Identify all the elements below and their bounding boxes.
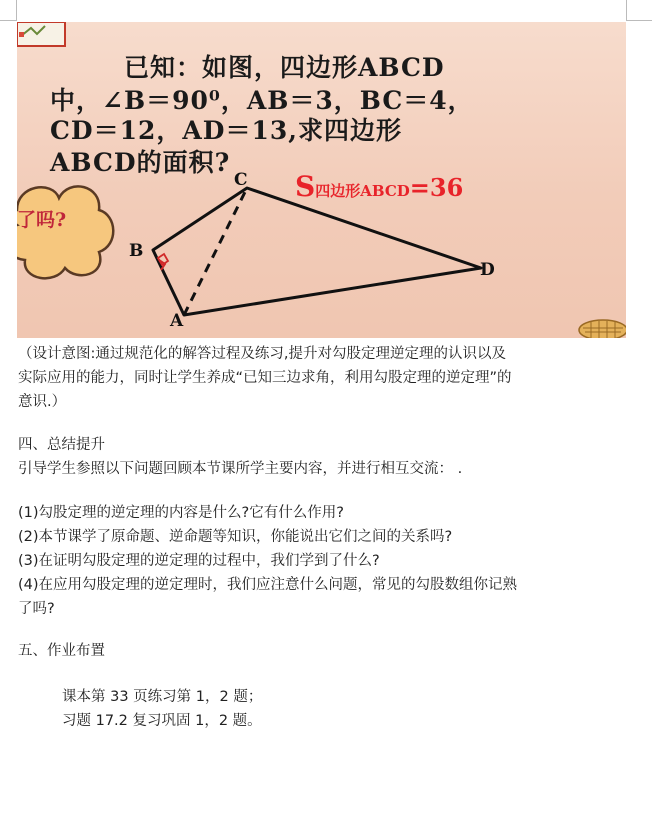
design-intent-line-1: （设计意图:通过规范化的解答过程及练习,提升对勾股定理逆定理的认识以及 — [18, 346, 506, 362]
homework-item-1: 课本第 33 页练习第 1，2 题； — [62, 689, 263, 705]
design-intent-line-3: 意识.） — [18, 394, 67, 410]
cloud-text: 了吗? — [17, 209, 67, 231]
quadrilateral-diagram — [17, 22, 626, 338]
design-intent — [18, 342, 633, 414]
vertex-label-a: A — [170, 311, 184, 331]
crop-mark-right — [626, 0, 627, 20]
problem-line-4: ABCD的面积? — [50, 148, 231, 177]
area-subscript: 四边形ABCD — [315, 182, 410, 200]
section-homework-heading: 五、作业布置 — [18, 643, 105, 659]
homework-items — [62, 685, 622, 733]
summary-questions — [18, 501, 633, 621]
vertex-label-c: C — [234, 170, 248, 190]
question-3: (3)在证明勾股定理的逆定理的过程中，我们学到了什么? — [18, 553, 380, 569]
homework-item-2: 习题 17.2 复习巩固 1，2 题。 — [62, 713, 262, 729]
question-4: (4)在应用勾股定理的逆定理时，我们应注意什么问题，常见的勾股数组你记熟 — [18, 577, 518, 593]
question-1: (1)勾股定理的逆定理的内容是什么?它有什么作用? — [18, 505, 344, 521]
area-value: =36 — [409, 173, 464, 202]
design-intent-line-2: 实际应用的能力，同时让学生养成“已知三边求角，利用勾股定理的逆定理”的 — [18, 370, 512, 386]
vertex-label-d: D — [480, 260, 495, 280]
question-4-cont: 了吗? — [18, 601, 55, 617]
quadrilateral-abcd — [153, 188, 481, 315]
section-summary — [18, 433, 633, 481]
problem-line-1: 已知：如图，四边形ABCD — [124, 53, 445, 82]
slide-image — [17, 22, 626, 338]
crop-mark-left-h — [0, 20, 17, 21]
area-symbol: S — [295, 170, 316, 203]
crop-mark-left — [16, 0, 17, 20]
crop-mark-right-h — [626, 20, 652, 21]
section-summary-intro: 引导学生参照以下问题回顾本节课所学主要内容，并进行相互交流： . — [18, 461, 463, 477]
question-2: (2)本节课学了原命题、逆命题等知识，你能说出它们之间的关系吗? — [18, 529, 453, 545]
vertex-label-b: B — [129, 241, 144, 261]
section-homework — [18, 639, 633, 663]
problem-line-3: CD＝12，AD＝13,求四边形 — [50, 116, 402, 145]
section-summary-heading: 四、总结提升 — [18, 437, 105, 453]
problem-line-2: 中，∠B＝90⁰，AB＝3，BC＝4， — [50, 86, 474, 115]
